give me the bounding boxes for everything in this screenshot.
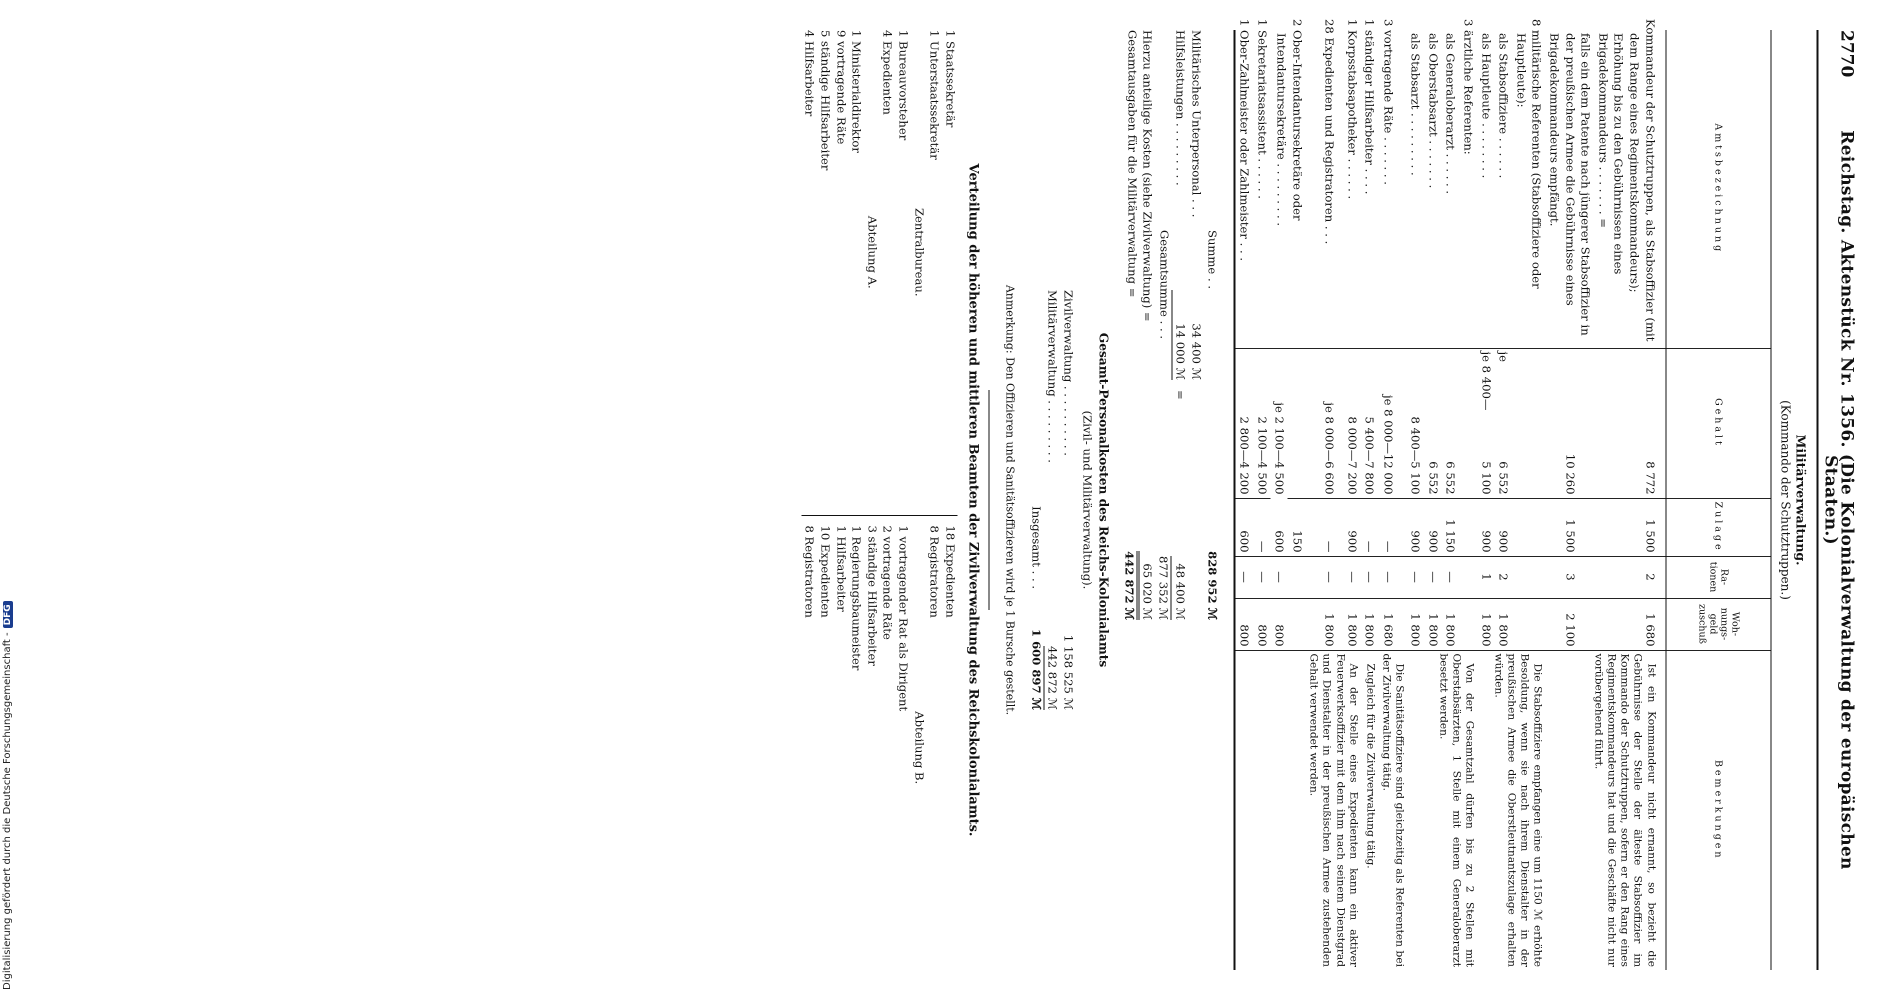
table-row: falls ein dem Patente nach jüngerer Stabsoffizier in der preußischen Armee die Gebührnisse eines Brigadekommandeurs empfängt. 10 260 1 500 3 2 100: [1544, 30, 1593, 970]
table-row: 1 ständiger Hilfsarbeiter . . . . 5 400—7 800 — — 1 800 Zugleich für die Zivilverwaltung tätig.: [1360, 30, 1378, 970]
personal-block: Gesamt-Personalkosten des Reichs-Kolonialamts (Zivil- und Militärverwaltung). Zivilverwaltung . . . . . . . . . . 1 158 525 ℳ Militärverwaltung . . . . . . . . . 442 872 ℳ Insgesamt . . . 1 600 897 ℳ: [1028, 290, 1110, 710]
table-row: 3 vortragende Räte . . . . . . . je 8 000—12 000 — — 1 680: [1377, 30, 1395, 970]
verteilung-columns: [801, 30, 957, 970]
totals-block: [1120, 30, 1219, 620]
hilfs-line: Hilfsleistungen . . . . . . . . . 14 000 ℳ = 48 400 ℳ: [1171, 30, 1188, 620]
table-row: 600: [1270, 30, 1288, 970]
section-subtitle: (Kommando der Schutztruppen.): [1778, 400, 1793, 600]
table-row: Kommandeur der Schutztruppen, als Stabsoffizier (mit dem Range eines Regimentskommandeurs); Erhöhung bis zu den Gebührnissen eines Brigadekommandeurs . . . . . . . = 8 772 1 500 2 1 680 Ist ein Kommandeur nicht ernannt, so bezieht die Gebührnisse der Stelle der älteste Stabsoffizier im Kommando der Schutztruppen, sofern er den Rang eines Regimentskommandeurs hat und die Geschäfte nicht nur vorübergehend führt.: [1593, 30, 1665, 970]
document-sheet: [500, 0, 1883, 1000]
table-row: als Stabsoffiziere . . . . . . je 6 552 900 2 1 800: [1494, 30, 1512, 970]
table-row: als Hauptleute . . . . . . . . je 8 400— 5 100 900 1 1 800: [1476, 30, 1494, 970]
section-title: Militärverwaltung.: [1792, 434, 1808, 566]
table-row: 1 Korpsstabsapotheker . . . . . . 8 000—7 200 900 — 1 800 An der Stelle eines Expedienten kann ein aktiver Feuerwerksoffizier mit dem ihm nach seinem Dienstgrad und Dienstalter in der preußischen Armee zustehenden Gehalt verwendet werden.: [1337, 30, 1359, 970]
table-row: 3 ärztliche Referenten: Von der Gesamtzahl dürfen bis zu 2 Stellen mit Oberstabsärzten, 1 Stelle mit einem Generaloberarzt besetzt werden.: [1459, 30, 1477, 970]
page-header: [1816, 30, 1856, 970]
verteilung-left: 1 Staatssekretär 1 Unterstaatssekretär Zentralbureau. 1 Bureauvorsteher 4 Expedienten Abteilung A. 1 Ministerialdirektor 9 vortragende Räte 5 ständige Hilfsarbeiter 4 Hilfsarbeiter: [802, 30, 957, 297]
footer: [2, 604, 13, 992]
table-row: 1 Sekretariatsassistent . . . . . . 2 100—4 500 — — 800: [1252, 30, 1270, 970]
table-row: als Stabsarzt . . . . . . . . . 8 400—5 100 900 — 1 800: [1406, 30, 1424, 970]
salary-table: Amtsbezeichnung Gehalt Zulage Ra- tionen Woh- nungs- geld zuschuß Bemerkungen Kommandeur der Schutztruppen, als Stabsoffizier (mit dem Range eines Regimentskommandeurs); Erhöhung bis zu den Gebührnissen eines Brigadekommandeurs . . . . . . . = 8 772 1 500 2 1 680 Ist ein Kommandeur nicht ernannt, so bezieht die Gebührnisse der Stelle der älteste Stabsoffizier im Kommando der Schutztruppen, sofern er den Rang eines Regimentskommandeurs hat und die Geschäfte nicht nur vorübergehend führt. falls ein dem Patente nach jüngerer Stabsoffizier in der preußischen Armee die Gebührnisse eines Brigadekommandeurs empfängt. 10 260 1 500 3 2 100 8 militärische Referenten (Stabsoffiziere oder Hauptleute): Die Stabsoffiziere empfangen eine um 1150 ℳ erhöhte Besoldung, wenn sie nach ihrem Dienstalter in der preußischen Armee die Oberstleutnantszulage erhalten würden. als Stabsoffiziere . . . . . . je 6 552 900 2 1 800 als Hauptleute . . . . . . . . je 8 400— 5 100 900 1 1 800 3 ärztliche Referenten: Von der Gesamtzahl dürfen bis zu 2 Stellen mit Oberstabsärzten, 1 Stelle mit einem Generaloberarzt besetzt werden. als Generaloberarzt . . . . . . 6 552 1 150 — 1 800 als Oberstabsarzt . . . . . . . 6 552 900 — 1 800 als Stabsarzt . . . . . . . . . 8 400—5 100 900 — 1 800 Die Sanitätsoffiziere sind gleichzeitig als Referenten bei der Zivilverwaltung tätig. 3 vortragende Räte . . . . . . . je 8 000—12 000 — — 1 680 1 ständiger Hilfsarbeiter . . . . 5 400—7 800 — — 1 800 Zugleich für die Zivilverwaltung tätig. 1 Korpsstabsapotheker . . . . . . 8 000—7 200 900 — 1 800 An der Stelle eines Expedienten kann ein aktiver Feuerwerksoffizier mit dem ihm nach seinem Dienstgrad und Dienstalter in der preußischen Armee zustehenden Gehalt verwendet werden. 28 Expedienten und Registratoren . . . je 8 000—6 600 — — 1 800 2 Ober-Intendantursekretäre oder Intendantursekretäre . . . . . . . . . je 2 100—4 500 150 — 800 600 1 Sekretariatsassistent . . . . . . 2 100—4 500 — — 800 1 Ober-Zahlmeister oder Zahlmeister . . . 2 800—4 200 600 — 800: [1231, 30, 1771, 970]
anmerkung: Anmerkung: Den Offizieren und Sanitätsoffizieren wird je 1 Bursche gestellt.: [1003, 284, 1016, 716]
verteilung-right: 18 Expedienten 8 Registratoren Abteilung B. 1 vortragender Rat als Dirigent 2 vortragende Räte 3 ständige Hilfsarbeiter 1 Regierungsbaumeister 1 Hilfsarbeiter 10 Expedienten 8 Registratoren: [801, 515, 957, 971]
table-row: als Oberstabsarzt . . . . . . . 6 552 900 — 1 800: [1423, 30, 1441, 970]
mil-line: Militärverwaltung . . . . . . . . . 442 872 ℳ: [1043, 290, 1060, 710]
col-salary: Gehalt: [1665, 348, 1770, 498]
anteil-line: Hierzu anteilige Kosten (siehe Zivilverwaltung) = 65 020 ℳ: [1140, 30, 1155, 620]
gesamt-line: Gesamtsumme . . . 877 352 ℳ: [1155, 230, 1171, 620]
verteilung-title: Verteilung der höheren und mittleren Beamten der Zivilverwaltung des Reichskolonialamts.: [965, 163, 981, 837]
rotated-page: [500, 0, 1883, 1000]
page-title: Reichstag. Aktenstück Nr. 1356. (Die Kolonialverwaltung der europäischen Staaten.): [1820, 130, 1856, 870]
summe-line: Summe . . 828 952 ℳ: [1204, 230, 1219, 620]
table-header-row: [1665, 30, 1770, 970]
total-line: Gesamtausgaben für die Militärverwaltung = 442 872 ℳ: [1121, 30, 1139, 620]
col-rations: Ra- tionen: [1665, 556, 1770, 598]
table-row: 2 Ober-Intendantursekretäre oder Intendantursekretäre . . . . . . . . . je 2 100—4 500 150 — 800: [1287, 30, 1305, 970]
table-row: 1 Ober-Zahlmeister oder Zahlmeister . . . 2 800—4 200 600 — 800: [1234, 30, 1253, 970]
insgesamt-line: Insgesamt . . . 1 600 897 ℳ: [1028, 506, 1043, 710]
table-row: als Generaloberarzt . . . . . . 6 552 1 150 — 1 800: [1441, 30, 1459, 970]
zivil-line: Zivilverwaltung . . . . . . . . . . 1 158 525 ℳ: [1060, 290, 1075, 710]
page-number: 2770: [1836, 30, 1856, 78]
dfg-logo-icon[interactable]: DFG: [3, 601, 13, 628]
col-title: Amtsbezeichnung: [1665, 30, 1770, 348]
unterpersonal-line: Militärisches Unterpersonal . . . 34 400 ℳ: [1188, 30, 1203, 380]
col-remarks: Bemerkungen: [1665, 650, 1770, 970]
col-bonus: Zulage: [1665, 498, 1770, 556]
table-row: 28 Expedienten und Registratoren . . . je 8 000—6 600 — — 1 800: [1315, 30, 1337, 970]
col-housing: Woh- nungs- geld zuschuß: [1665, 598, 1770, 650]
table-row: 8 militärische Referenten (Stabsoffiziere oder Hauptleute): Die Stabsoffiziere empfangen eine um 1150 ℳ erhöhte Besoldung, wenn sie nach ihrem Dienstalter in der preußischen Armee die Oberstleutnantszulage erhalten würden.: [1511, 30, 1544, 970]
footer-text: Digitalisierung gefördert durch die Deutsche Forschungsgemeinschaft -: [2, 632, 13, 990]
